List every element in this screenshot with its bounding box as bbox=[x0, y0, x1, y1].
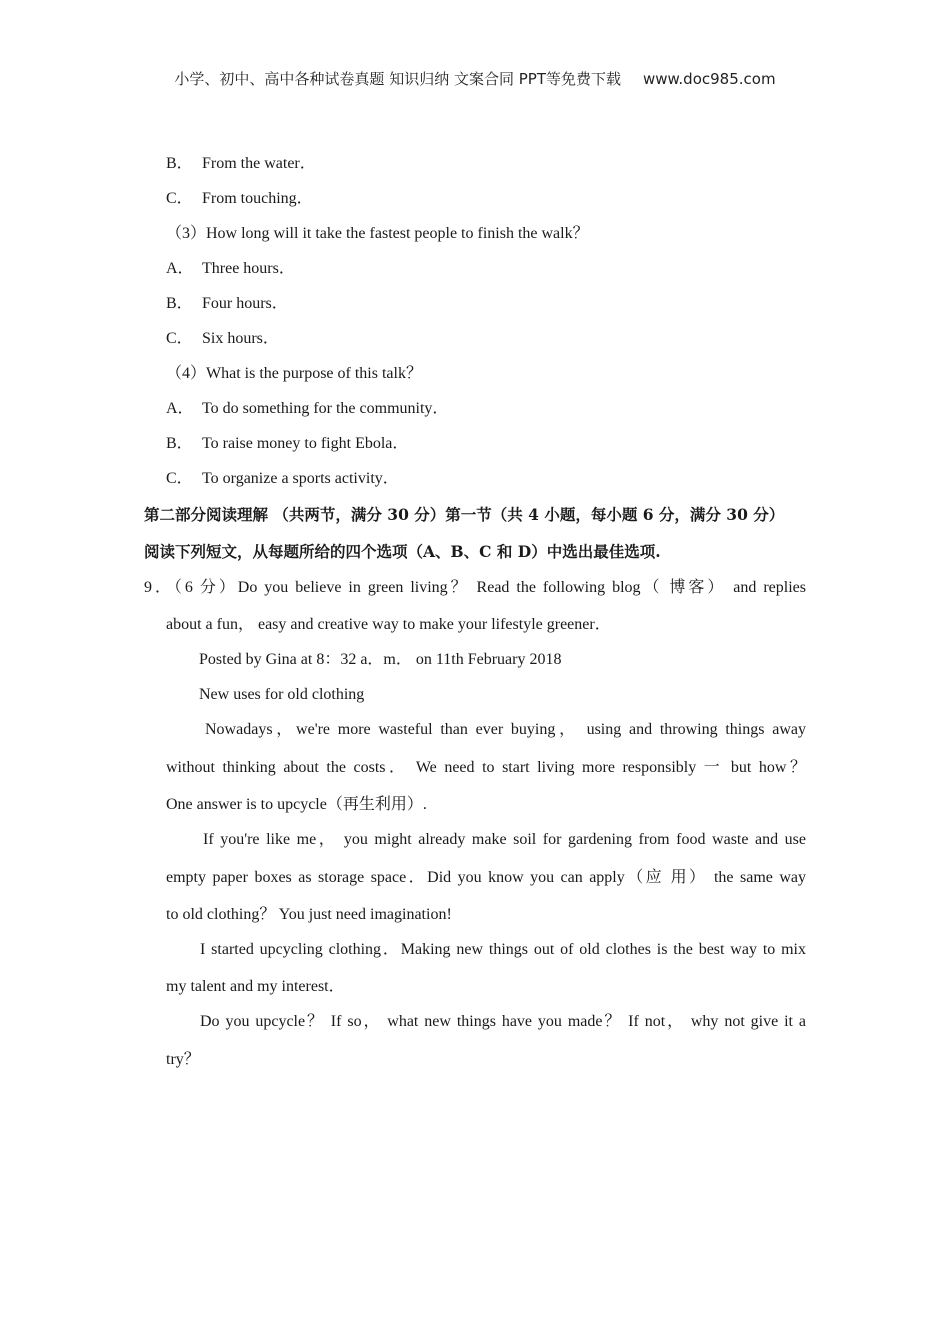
blog-paragraph-1-line-1: Nowadays，we're more wasteful than ever buying， using and throwing things away bbox=[205, 721, 806, 738]
option-b bbox=[166, 294, 288, 314]
page-header bbox=[0, 68, 950, 89]
option-text: From touching． bbox=[202, 190, 313, 207]
blog-paragraph-2-line-2: empty paper boxes as storage space．Did you know you can apply（应 用） the same way bbox=[166, 869, 806, 886]
blog-paragraph-4-line-2: try？ bbox=[166, 1051, 200, 1068]
option-label: A． bbox=[166, 400, 194, 417]
option-text: Four hours． bbox=[202, 295, 288, 312]
question-4: （4）What is the purpose of this talk？ bbox=[166, 365, 422, 382]
option-text: To organize a sports activity． bbox=[202, 470, 399, 487]
option-c bbox=[166, 469, 399, 489]
blog-paragraph-1-line-3: One answer is to upcycle（再生利用）. bbox=[166, 796, 427, 813]
option-label: C． bbox=[166, 470, 193, 487]
option-b bbox=[166, 154, 316, 174]
option-label: B． bbox=[166, 295, 193, 312]
header-text: 小学、初中、高中各种试卷真题 知识归纳 文案合同 PPT等免费下载 bbox=[174, 70, 621, 88]
blog-paragraph-2-line-1: If you're like me， you might already make soil for gardening from food waste and use bbox=[203, 831, 807, 848]
option-text: To raise money to fight Ebola． bbox=[202, 435, 409, 452]
blog-post-meta: Posted by Gina at 8：32 a．m． on 11th February 2018 bbox=[199, 651, 562, 668]
blog-paragraph-3-line-1: I started upcycling clothing．Making new things out of old clothes is the best way to mix bbox=[200, 941, 807, 958]
question-9-stem-line-2: about a fun， easy and creative way to make your lifestyle greener． bbox=[166, 616, 611, 633]
option-c bbox=[166, 189, 313, 209]
option-b bbox=[166, 434, 408, 454]
option-label: B． bbox=[166, 435, 193, 452]
option-c bbox=[166, 329, 279, 349]
blog-paragraph-1-line-2: without thinking about the costs． We need to start living more responsibly 一 but how？ bbox=[166, 759, 806, 776]
question-3: （3）How long will it take the fastest people to finish the walk？ bbox=[166, 225, 589, 242]
option-label: C． bbox=[166, 330, 193, 347]
blog-paragraph-4-line-1: Do you upcycle？ If so， what new things have you made？ If not， why not give it a bbox=[200, 1013, 806, 1030]
option-text: Three hours． bbox=[202, 260, 295, 277]
option-label: C． bbox=[166, 190, 193, 207]
option-label: B． bbox=[166, 155, 193, 172]
blog-paragraph-3-line-2: my talent and my interest． bbox=[166, 978, 345, 995]
option-a bbox=[166, 399, 448, 419]
option-text: Six hours． bbox=[202, 330, 279, 347]
option-text: From the water． bbox=[202, 155, 316, 172]
header-site-link[interactable]: www.doc985.com bbox=[642, 70, 776, 88]
blog-title: New uses for old clothing bbox=[199, 686, 365, 703]
section-instruction: 阅读下列短文，从每题所给的四个选项（A、B、C 和 D）中选出最佳选项. bbox=[144, 542, 661, 561]
option-label: A． bbox=[166, 260, 194, 277]
section-title: 第二部分阅读理解 （共两节，满分 30 分）第一节（共 4 小题，每小题 6 分，满分 30 分） bbox=[144, 505, 785, 524]
option-text: To do something for the community． bbox=[202, 400, 449, 417]
option-a bbox=[166, 259, 295, 279]
blog-paragraph-2-line-3: to old clothing？ You just need imagination! bbox=[166, 906, 452, 923]
question-9-stem-line-1: 9．（6 分）Do you believe in green living？ Read the following blog（ 博客） and replies bbox=[144, 579, 806, 596]
